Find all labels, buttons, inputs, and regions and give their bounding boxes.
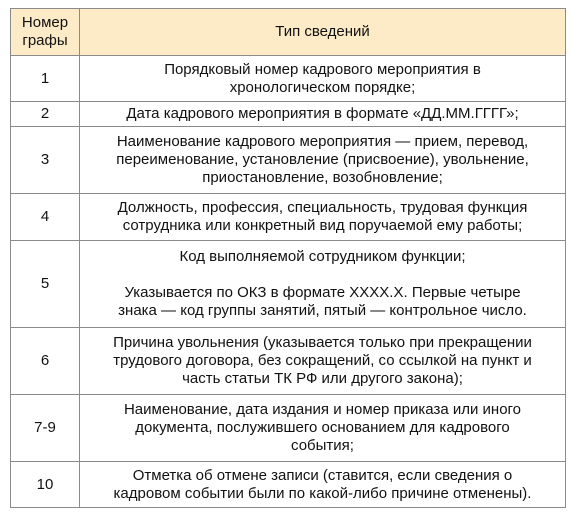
description-line: Указывается по ОКЗ в формате ХХХХ.Х. Первые четыре (124, 284, 521, 301)
row-description (80, 127, 566, 194)
header-column-number (11, 9, 80, 56)
table-header-row (11, 9, 566, 56)
table-row (11, 127, 566, 194)
description-line: часть статьи ТК РФ или другого закона); (182, 370, 463, 387)
description-line: знака — код группы занятий, пятый — контрольное число. (118, 302, 527, 319)
row-description (80, 328, 566, 395)
description-blank-line (84, 266, 561, 284)
description-line: трудового договора, без сокращений, со ссылкой на пункт и (113, 352, 532, 369)
row-number: 4 (11, 194, 80, 241)
header-number-line-2: графы (22, 32, 68, 49)
table-row (11, 462, 566, 508)
header-number-line-1: Номер (21, 14, 69, 31)
table-row (11, 194, 566, 241)
description-line: документа, послужившего основанием для кадрового (135, 419, 510, 436)
row-number: 1 (11, 56, 80, 102)
description-line: кадровом событии были по какой-либо причине отменены). (113, 484, 532, 502)
header-column-type: Тип сведений (80, 9, 566, 56)
table-row (11, 56, 566, 102)
description-line: Дата кадрового мероприятия в формате «ДД.ММ.ГГГГ»; (126, 105, 519, 122)
row-number: 6 (11, 328, 80, 395)
description-line: события; (291, 437, 354, 454)
table-row (11, 241, 566, 328)
row-number: 5 (11, 241, 80, 328)
row-description (80, 102, 566, 127)
row-number: 2 (11, 102, 80, 127)
row-description (80, 462, 566, 508)
row-description (80, 194, 566, 241)
description-line: приостановление, возобновление; (202, 169, 443, 186)
description-line: сотрудника или конкретный вид поручаемой ему работы; (122, 217, 523, 234)
table-row (11, 395, 566, 462)
row-description (80, 395, 566, 462)
table-row (11, 328, 566, 395)
description-line: Должность, профессия, специальность, трудовая функция (117, 199, 528, 216)
description-line: Код выполняемой сотрудником функции; (179, 248, 466, 265)
row-description (80, 56, 566, 102)
description-line: переименование, установление (присвоение), увольнение, (116, 151, 529, 168)
row-number: 7-9 (11, 395, 80, 462)
info-table (10, 8, 566, 508)
table-row (11, 102, 566, 127)
description-line: Наименование кадрового мероприятия — прием, перевод, (116, 133, 529, 150)
description-line: Отметка об отмене записи (ставится, если сведения о (132, 466, 513, 484)
description-line: Причина увольнения (указывается только при прекращении (113, 334, 532, 351)
row-description (80, 241, 566, 328)
info-table-container (10, 8, 565, 508)
description-line: Порядковый номер кадрового мероприятия в (164, 60, 481, 78)
row-number: 3 (11, 127, 80, 194)
row-number: 10 (11, 462, 80, 508)
description-line: хронологическом порядке; (229, 78, 416, 96)
description-line: Наименование, дата издания и номер приказа или иного (123, 401, 522, 418)
